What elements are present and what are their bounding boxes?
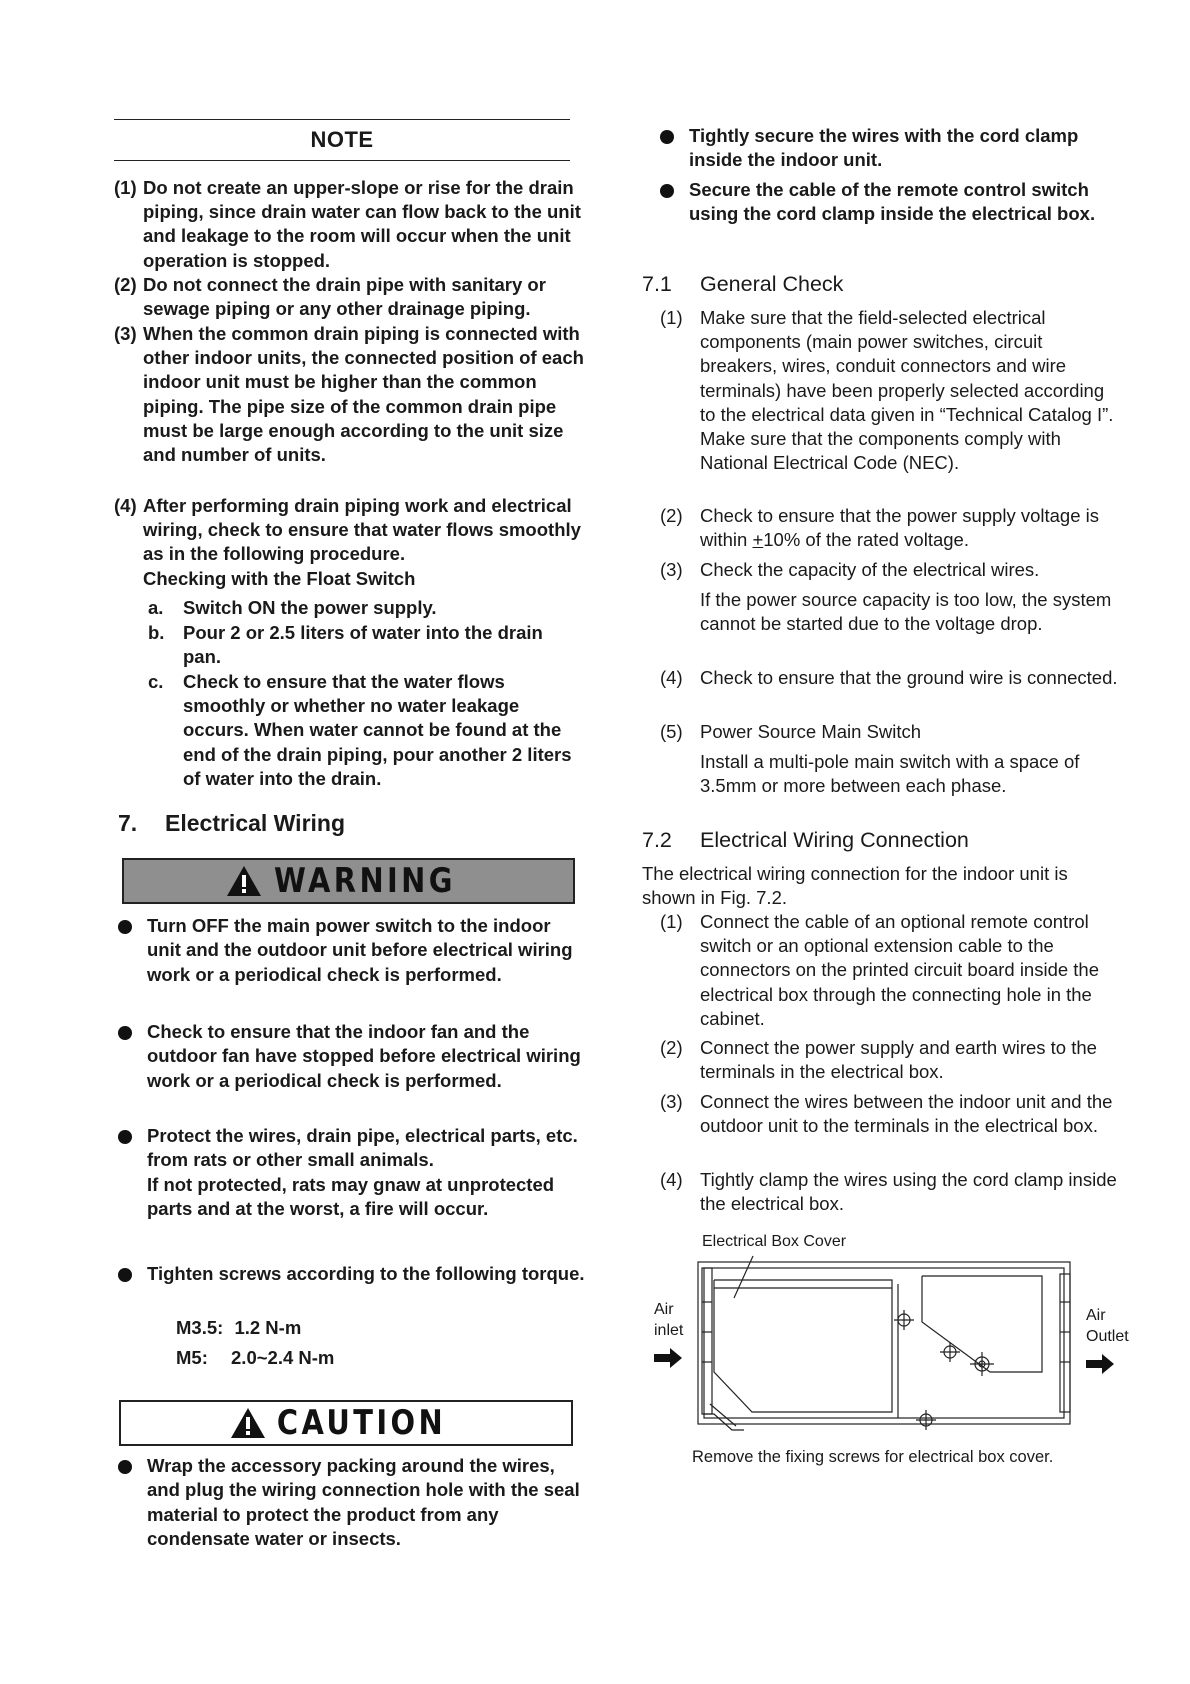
torque-m35: M3.5: 1.2 N-m — [176, 1317, 302, 1338]
note-item-text: After performing drain piping work and electrical wiring, check to ensure that water flows smoothly as in the following procedure. Checking with the Float Switch — [143, 495, 581, 589]
warning-banner — [122, 858, 575, 904]
caution-bullet-2: Tightly secure the wires with the cord clamp inside the indoor unit. — [660, 124, 1120, 174]
figure-caption: Remove the fixing screws for electrical box cover. — [692, 1448, 1054, 1466]
warning-bullet-1: Turn OFF the main power switch to the indoor unit and the outdoor unit before electrical wiring work or a periodical check is performed. — [118, 914, 578, 1012]
torque-m5: M5: 2.0~2.4 N-m — [176, 1347, 335, 1368]
note-item-number: (1) — [114, 177, 137, 198]
air-outlet-label-2: Outlet — [1086, 1328, 1129, 1345]
air-outlet-arrow-icon — [1086, 1354, 1114, 1374]
warning-bullet-3: Protect the wires, drain pipe, electrical parts, etc. from rats or other small animals. If not protected, rats may gnaw at unprotected parts and at the worst, a fire will occur. — [118, 1124, 578, 1254]
box-cover-label: Electrical Box Cover — [702, 1233, 847, 1250]
section-7-2-intro: The electrical wiring connection for the indoor unit is shown in Fig. 7.2. — [642, 863, 1068, 909]
note-heading: NOTE — [114, 119, 570, 161]
caution-triangle-icon — [230, 1407, 266, 1439]
bullet-dot-icon — [118, 1130, 132, 1144]
bullet-dot-icon — [118, 920, 132, 934]
air-inlet-arrow-icon — [654, 1348, 682, 1368]
check-item-4: (4) Check to ensure that the ground wire is connected. — [660, 667, 1118, 688]
note-item-text: Do not create an upper-slope or rise for the drain piping, since drain water can flow back to the unit and leakage to the room will occur when the unit operation is stopped. — [143, 177, 581, 271]
air-inlet-label-2: inlet — [654, 1322, 684, 1339]
warning-triangle-icon — [226, 865, 262, 897]
note-item-number: (2) — [114, 274, 137, 295]
caution-bullet-3: Secure the cable of the remote control switch using the cord clamp inside the electrical box. — [660, 178, 1120, 252]
bullet-dot-icon — [660, 130, 674, 144]
note-item-text: Do not connect the drain pipe with sanitary or sewage piping or any other drainage piping. — [143, 274, 546, 320]
wiring-item-4: (4) Tightly clamp the wires using the cord clamp inside the electrical box. — [660, 1169, 1117, 1215]
air-inlet-label-1: Air — [654, 1301, 674, 1318]
bullet-dot-icon — [118, 1026, 132, 1040]
check-item-5-note: Install a multi-pole main switch with a space of 3.5mm or more between each phase. — [700, 751, 1080, 797]
warning-bullet-4: Tighten screws according to the following torque. — [118, 1262, 578, 1312]
float-switch-subhead: Checking with the Float Switch — [143, 567, 416, 589]
wiring-item-2: (2) Connect the power supply and earth wires to the terminals in the electrical box. — [660, 1037, 1097, 1083]
note-item-2 — [114, 273, 584, 323]
caution-label: CAUTION — [277, 1403, 447, 1443]
note-item-3 — [114, 322, 584, 482]
bullet-dot-icon — [118, 1460, 132, 1474]
note-item-4 — [114, 494, 584, 594]
check-item-2: (2) Check to ensure that the power supply voltage is within +10% of the rated voltage. — [660, 505, 1100, 551]
bullet-dot-icon — [118, 1268, 132, 1282]
caution-bullet-1: Wrap the accessory packing around the wires, and plug the wiring connection hole with the seal material to protect the product from any condensate water or insects. — [118, 1454, 578, 1552]
warning-bullet-3-extra: If not protected, rats may gnaw at unprotected parts and at the worst, a fire will occur. — [147, 1173, 555, 1220]
warning-label: WARNING — [273, 861, 456, 901]
note-item-number: (3) — [114, 323, 137, 344]
note-item-1 — [114, 176, 584, 276]
check-item-1: (1) Make sure that the field-selected electrical components (main power switches, circuit breakers, wires, conduit connectors and wire terminals) have been properly selected according to the electrical data given in “Technical Catalog I”. Make sure that the components comply with National Electrical Code (NEC). — [660, 307, 1114, 474]
wiring-item-3: (3) Connect the wires between the indoor unit and the outdoor unit to the terminals in the electrical box. — [660, 1091, 1113, 1137]
note-item-number: (4) — [114, 495, 137, 516]
caution-banner — [119, 1400, 573, 1446]
wiring-item-1: (1) Connect the cable of an optional remote control switch or an optional extension cable to the connectors on the printed circuit board inside the electrical box through the connecting hole in the cabinet. — [660, 911, 1100, 1029]
air-outlet-label-1: Air — [1086, 1307, 1106, 1324]
bullet-dot-icon — [660, 184, 674, 198]
unit-outline-diagram — [640, 1232, 1140, 1452]
check-item-3-note: If the power source capacity is too low, the system cannot be started due to the voltage drop. — [700, 589, 1112, 635]
electrical-box-figure — [640, 1232, 1140, 1482]
warning-bullet-2: Check to ensure that the indoor fan and the outdoor fan have stopped before electrical wiring work or a periodical check is performed. — [118, 1020, 578, 1118]
note-item-text: When the common drain piping is connected with other indoor units, the connected position of each indoor unit must be higher than the common piping. The pipe size of the common drain pipe must be large enough according to the unit size and number of units. — [143, 323, 584, 466]
